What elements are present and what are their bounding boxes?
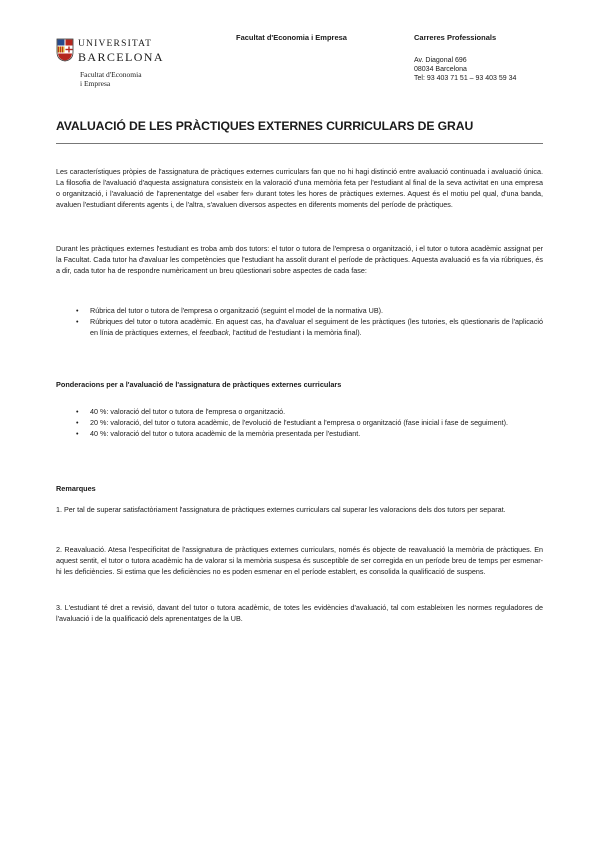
list-item-text: 20 %: valoració, del tutor o tutora acadèmic, de l'evolució de l'estudiant a l'empresa o organització (fase inicial i fase de seguiment). — [90, 418, 509, 427]
careers-title: Carreres Professionals — [414, 33, 497, 42]
address-phone: Tel: 93 403 71 51 – 93 403 59 34 — [414, 75, 517, 82]
title-divider — [56, 143, 543, 144]
address-street: Av. Diagonal 696 — [414, 57, 467, 64]
bullet-icon: • — [76, 306, 79, 315]
university-shield-icon — [56, 38, 74, 62]
list-item — [76, 417, 543, 428]
logo-faculty-line1: Facultat d'Economia — [80, 70, 142, 79]
rubrics-list — [76, 305, 543, 338]
list-item — [76, 305, 543, 316]
remark-2: 2. Reavaluació. Atesa l'especificitat de l'assignatura de pràctiques externes curriculars, només és objecte de reavaluació la memòria de pràctiques. En aquest sentit, el tutor o tutora acadèmic ha de valorar si la memòria suspesa és susceptible de ser corregida en un període breu de temps per esmenar-hi les deficiències. Si estima que les deficiències no es poden esmenar en el període establert, es consolida la qualificació de suspens. — [56, 545, 543, 576]
intro-paragraph: Les característiques pròpies de l'assignatura de pràctiques externes curriculars fan que no hi hagi distinció entre avaluació continuada i avaluació única. La filosofia de l'avaluació d'aquesta assignatura consisteix en la valoració d'una memòria feta per l'estudiant al final de la seva activitat en una empresa o organització, i l'avaluació de l'aprenentatge del «saber fer» durant totes les hores de pràctiques externes. Aquest és el motiu pel qual, d'una banda, avaluen l'estudiant diferents agents i, de l'altra, s'avaluen diversos aspectes en diferents moments del període de pràctiques. — [56, 167, 543, 209]
logo-faculty-line2: i Empresa — [80, 79, 111, 88]
remarks-section-title: Remarques — [56, 484, 96, 493]
bullet-icon: • — [76, 429, 79, 438]
university-name-line2: BARCELONA — [78, 50, 164, 64]
list-item-text-before: Rúbriques del tutor o tutora acadèmic. En aquest cas, ha d'avaluar el seguiment de les pràctiques (les tutories, els qüestionaris de l'aplicació en línia de pràctiques externes, el — [90, 317, 543, 337]
remark-3: 3. L'estudiant té dret a revisió, davant del tutor o tutora acadèmic, de totes les evidències d'avaluació, tal com estableixen les normes reguladores de l'avaluació i de la qualificació dels aprenentatges de la UB. — [56, 603, 543, 623]
logo-faculty-subtitle — [80, 70, 170, 88]
university-name-line1: UNIVERSITAT — [78, 39, 153, 49]
list-item-italic: feedback — [199, 328, 229, 337]
list-item — [76, 316, 543, 338]
bullet-icon: • — [76, 418, 79, 427]
weights-section-title: Ponderacions per a l'avaluació de l'assignatura de pràctiques externes curriculars — [56, 380, 342, 389]
list-item-text-after: , l'actitud de l'estudiant i la memòria final). — [228, 328, 362, 337]
tutors-paragraph: Durant les pràctiques externes l'estudiant es troba amb dos tutors: el tutor o tutora de l'empresa o organització, i el tutor o tutora acadèmic assignat per la Facultat. Cada tutor ha d'avaluar les competències que l'estudiant ha assolit durant el període de pràctiques. Aquesta avaluació es fa via rúbriques, és a dir, cada tutor ha de respondre numèricament un breu qüestionari sobre aspectes de cada fase: — [56, 244, 543, 275]
list-item — [76, 406, 543, 417]
weights-list — [76, 406, 543, 439]
remark-1: 1. Per tal de superar satisfactòriament l'assignatura de pràctiques externes curriculars cal superar les valoracions dels dos tutors per separat. — [56, 505, 506, 514]
bullet-icon: • — [76, 407, 79, 416]
address-block — [414, 56, 516, 83]
list-item-text: 40 %: valoració del tutor o tutora acadèmic de la memòria presentada per l'estudiant. — [90, 429, 361, 438]
page-title: AVALUACIÓ DE LES PRÀCTIQUES EXTERNES CURRICULARS DE GRAU — [56, 119, 474, 133]
faculty-name: Facultat d'Economia i Empresa — [236, 33, 347, 42]
list-item — [76, 428, 543, 439]
address-city: 08034 Barcelona — [414, 66, 467, 73]
list-item-text: Rúbrica del tutor o tutora de l'empresa o organització (seguint el model de la normativa UB). — [90, 306, 384, 315]
bullet-icon: • — [76, 317, 79, 326]
list-item-text: 40 %: valoració del tutor o tutora de l'empresa o organització. — [90, 407, 286, 416]
